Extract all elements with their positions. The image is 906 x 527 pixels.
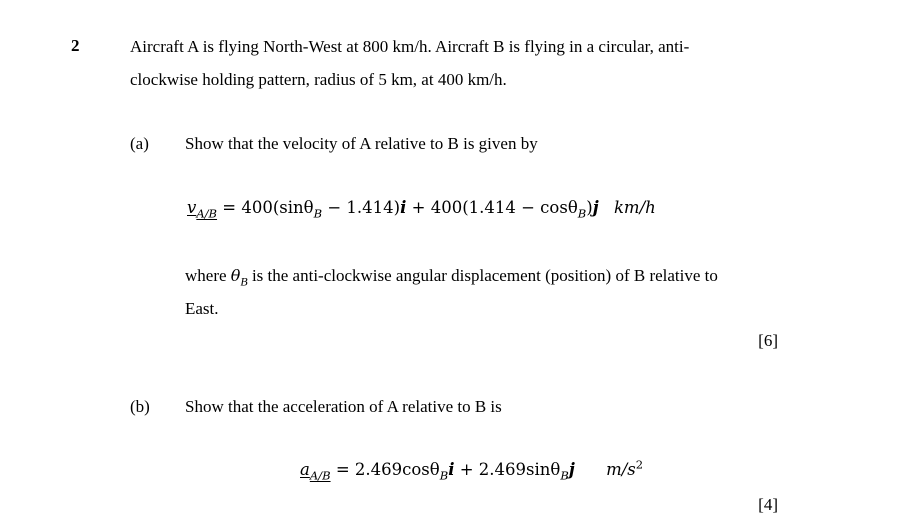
part-a-marks: [6] [758,331,778,350]
where-suffix: is the anti-clockwise angular displacement (position) of B relative to [247,266,718,285]
acceleration-units: m/s [606,460,636,479]
velocity-equation [187,198,656,221]
acceleration-symbol: a [300,460,310,479]
velocity-rhs-part-1: = 400(sinθ [222,198,314,217]
acceleration-rhs-part-1: = 2.469cosθ [335,460,440,479]
velocity-rhs-part-4: ) [586,198,593,217]
part-b-prompt: Show that the acceleration of A relative to B is [185,397,502,416]
acc-unit-vector-i: i [448,460,455,479]
part-b-label: (b) [130,397,150,416]
acc-unit-vector-j: j [568,460,575,479]
acceleration-subscript: A/B [309,468,331,483]
velocity-units: km/h [613,198,656,217]
question-stem-line-1: Aircraft A is flying North-West at 800 km/h. Aircraft B is flying in a circular, anti- [130,37,690,56]
question-number: 2 [71,36,80,55]
where-theta-subscript: B [240,274,248,289]
where-theta: θ [230,266,241,285]
velocity-theta-sub-2: B [577,206,587,221]
part-b-marks: [4] [758,495,778,514]
acceleration-theta-sub-2: B [560,468,569,483]
velocity-subscript: A/B [196,206,218,221]
unit-vector-j: j [592,198,599,217]
velocity-theta-sub-1: B [313,206,323,221]
acceleration-theta-sub-1: B [439,468,449,483]
part-a-label: (a) [130,134,149,153]
question-stem-line-2: clockwise holding pattern, radius of 5 km, at 400 km/h. [130,70,507,89]
velocity-symbol: v [187,198,197,217]
part-a-where-line-2: East. [185,299,219,318]
unit-vector-i: i [400,198,407,217]
acceleration-rhs-part-2: + 2.469sinθ [454,460,561,479]
acceleration-equation [300,457,644,483]
velocity-rhs-part-2: − 1.414) [322,198,401,217]
acceleration-units-exponent: 2 [635,457,644,472]
part-a-where-line-1 [185,266,718,289]
where-prefix: where [185,266,231,285]
part-a-prompt: Show that the velocity of A relative to B is given by [185,134,538,153]
velocity-rhs-part-3: + 400(1.414 − cosθ [406,198,578,217]
